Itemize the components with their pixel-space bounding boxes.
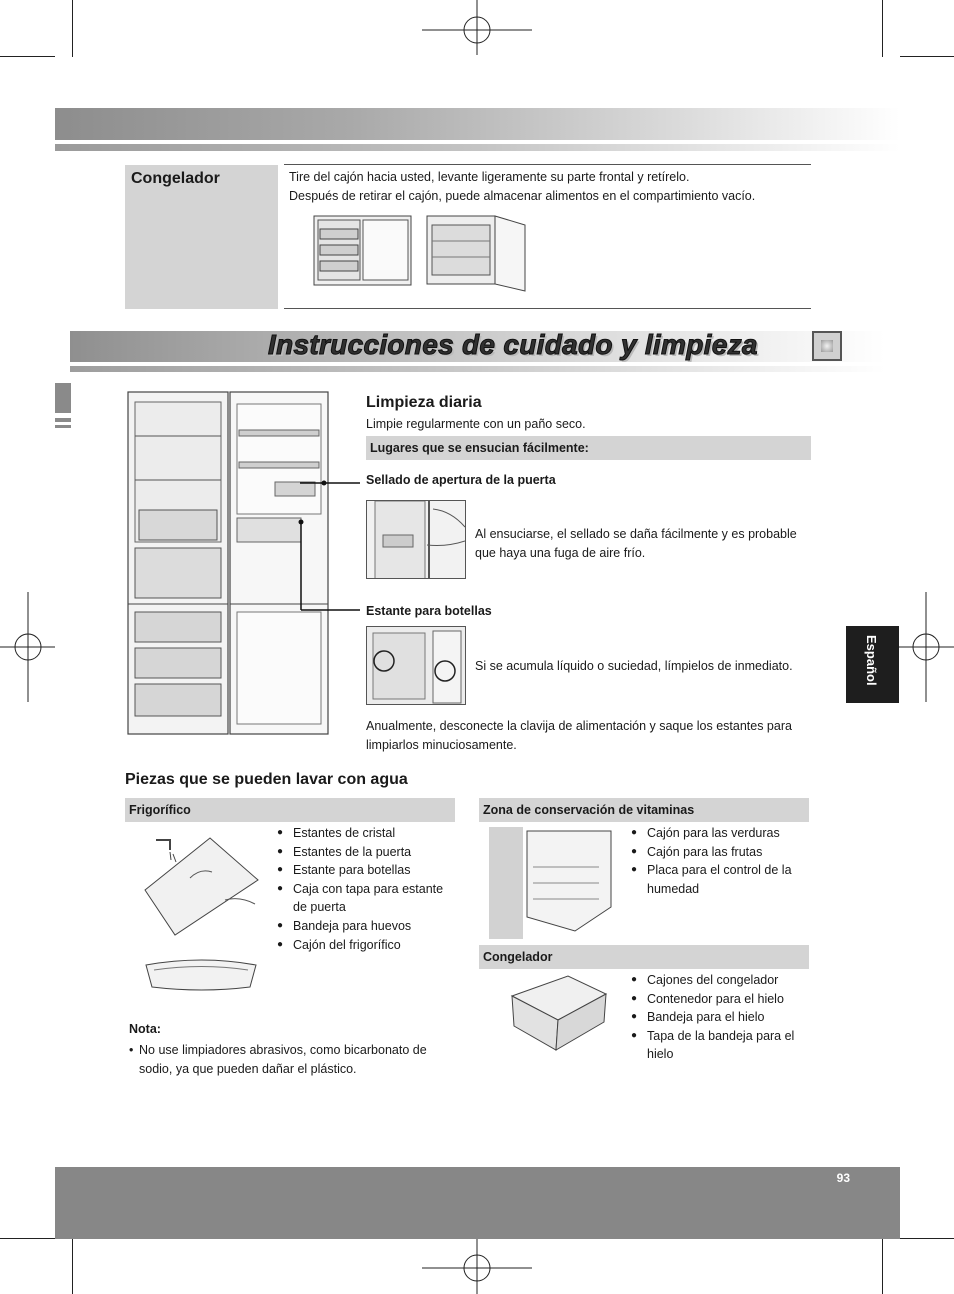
language-tab: [846, 626, 899, 703]
note-label: Nota:: [129, 1022, 161, 1036]
daily-cleaning-intro: Limpie regularmente con un paño seco.: [366, 417, 586, 431]
list-item: ● Tapa de la bandeja para el hielo: [631, 1027, 806, 1064]
page-number: 93: [836, 1171, 850, 1185]
freezer-label: Congelador: [131, 170, 220, 187]
bottle-shelf-label: Estante para botellas: [366, 604, 492, 618]
fridge-parts-list: [277, 824, 457, 954]
freezer-drawers-image: [313, 215, 413, 287]
side-marker: [55, 425, 71, 428]
list-item: ● Bandeja para huevos: [277, 917, 457, 936]
door-seal-label: Sellado de apertura de la puerta: [366, 473, 556, 487]
crop-mark: [0, 1238, 55, 1239]
bottle-shelf-image: [366, 626, 466, 705]
footer-band: [55, 1167, 900, 1239]
side-marker: [55, 418, 71, 422]
vitamin-zone-bar: Zona de conservación de vitaminas: [479, 798, 809, 822]
washable-parts-heading: Piezas que se pueden lavar con agua: [125, 771, 408, 788]
crop-mark: [900, 1238, 954, 1239]
list-item: ● Contenedor para el hielo: [631, 990, 806, 1009]
language-label: Español: [864, 635, 879, 686]
freezer-line-2: Después de retirar el cajón, puede almacenar alimentos en el compartimiento vacío.: [289, 189, 756, 203]
registration-mark-left: [0, 592, 60, 702]
title-square-icon: [812, 331, 842, 361]
title-band-thin: [70, 366, 885, 372]
door-seal-text: Al ensuciarse, el sellado se daña fácilmente y es probable que haya una fuga de aire frío.: [475, 527, 797, 560]
list-item: ● Estante para botellas: [277, 861, 457, 880]
egg-tray-image: [142, 957, 260, 993]
divider: [284, 308, 811, 309]
door-seal-image: [366, 500, 466, 579]
registration-mark-bottom: [422, 1238, 532, 1294]
annual-cleaning-text: Anualmente, desconecte la clavija de alimentación y saque los estantes para limpiarlos minuciosamente.: [366, 719, 792, 752]
note-body: No use limpiadores abrasivos, como bicarbonato de sodio, ya que pueden dañar el plástico.: [139, 1043, 427, 1076]
registration-mark-right: [898, 592, 954, 702]
registration-mark-top: [422, 0, 532, 60]
fridge-bar: Frigorífico: [125, 798, 455, 822]
list-item: ● Cajones del congelador: [631, 971, 806, 990]
list-item: ● Cajón para las frutas: [631, 843, 801, 862]
vegetable-drawer-image: [489, 827, 617, 939]
vitamin-parts-list: [631, 824, 801, 898]
crop-mark: [900, 56, 954, 57]
list-item: ● Cajón para las verduras: [631, 824, 801, 843]
page-title: Instrucciones de cuidado y limpieza: [268, 329, 758, 360]
crop-mark: [72, 0, 73, 57]
list-item: ● Estantes de cristal: [277, 824, 457, 843]
side-marker: [55, 383, 71, 413]
header-band: [55, 108, 900, 140]
header-band-thin: [55, 144, 900, 151]
list-item: ● Cajón del frigorífico: [277, 936, 457, 955]
freezer-parts-list: [631, 971, 806, 1064]
crop-mark: [0, 56, 55, 57]
bottle-shelf-text: Si se acumula líquido o suciedad, límpielos de inmediato.: [475, 659, 793, 673]
dirty-places-bar: Lugares que se ensucian fácilmente:: [366, 436, 811, 460]
freezer-drawer-image: [508, 972, 610, 1054]
freezer-bar: Congelador: [479, 945, 809, 969]
list-item: ● Placa para el control de la humedad: [631, 861, 801, 898]
divider: [284, 164, 811, 165]
crop-mark: [72, 1238, 73, 1294]
crop-mark: [882, 0, 883, 57]
list-item: ● Caja con tapa para estante de puerta: [277, 880, 457, 917]
list-item: ● Bandeja para el hielo: [631, 1008, 806, 1027]
daily-cleaning-heading: Limpieza diaria: [366, 394, 482, 411]
list-item: ● Estantes de la puerta: [277, 843, 457, 862]
freezer-instructions: [289, 168, 755, 206]
leader-lines: [290, 470, 370, 620]
crop-mark: [882, 1238, 883, 1294]
note-text: • No use limpiadores abrasivos, como bicarbonato de sodio, ya que pueden dañar el plástico.: [129, 1041, 449, 1079]
washing-shelf-image: [140, 830, 265, 940]
freezer-open-image: [425, 213, 529, 293]
freezer-line-1: Tire del cajón hacia usted, levante ligeramente su parte frontal y retírelo.: [289, 170, 690, 184]
